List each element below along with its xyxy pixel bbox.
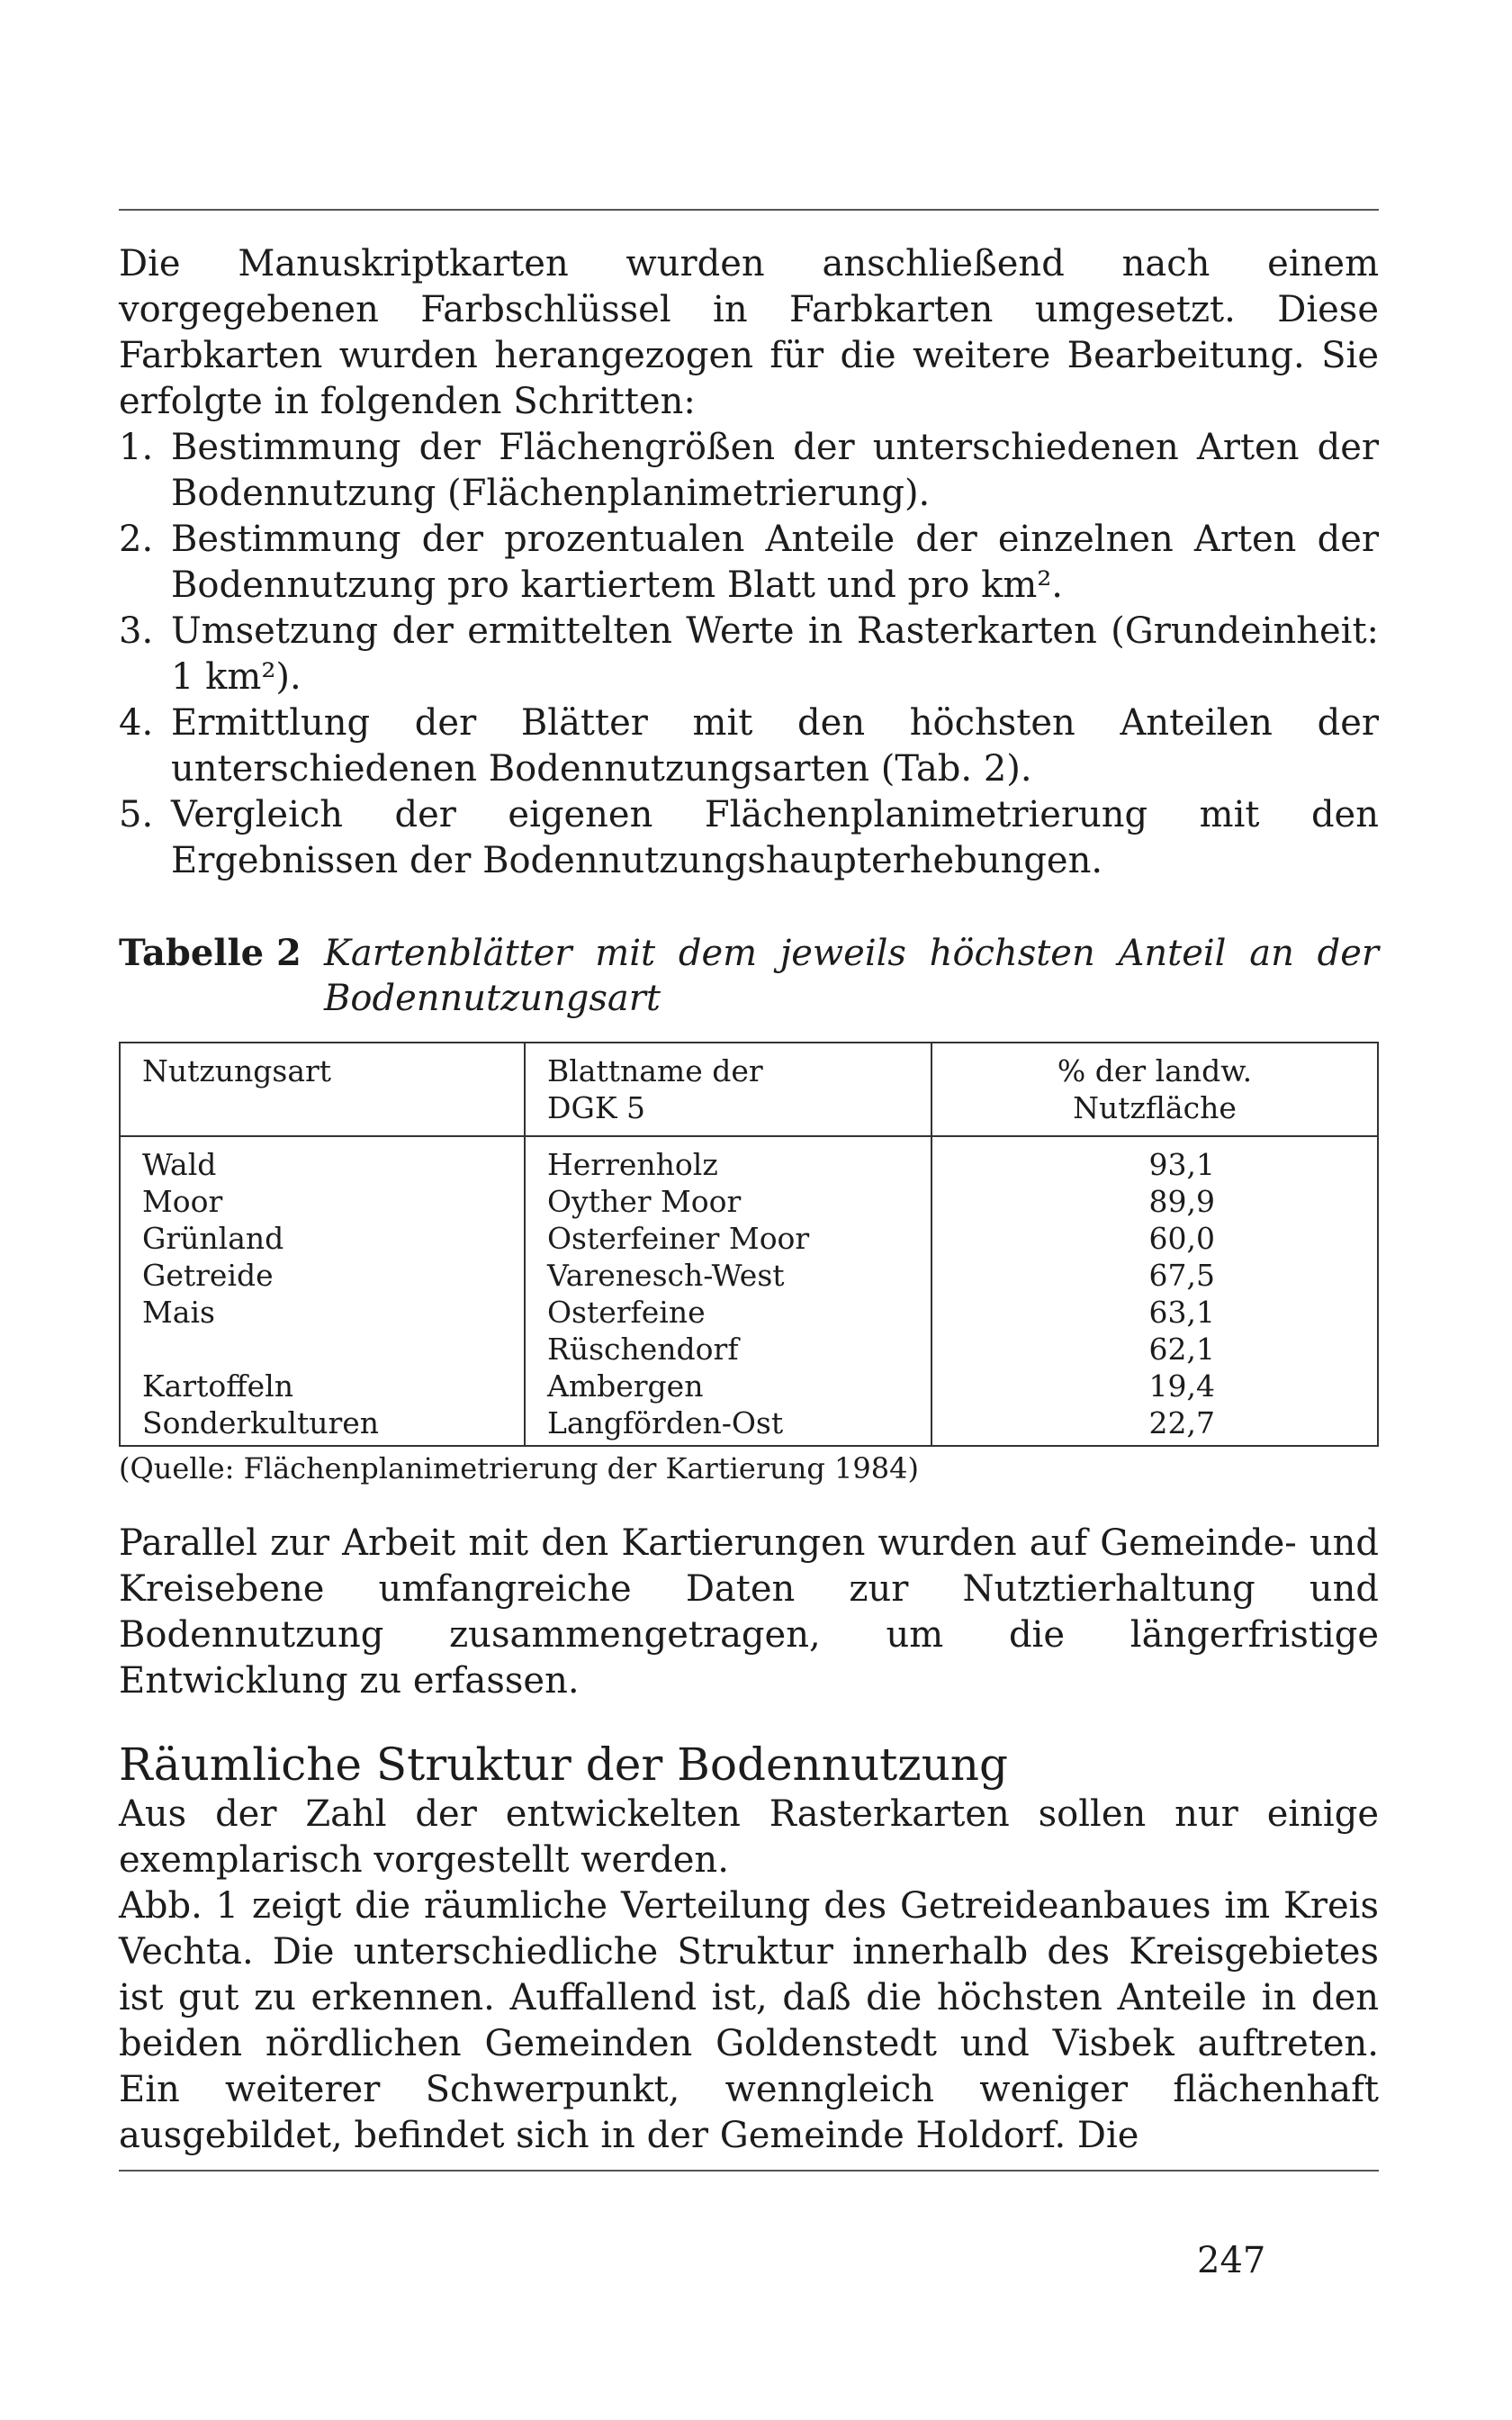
table-row: Mais Osterfeine 63,1 — [120, 1294, 1378, 1331]
bottom-rule — [119, 2170, 1379, 2172]
land-use-table — [119, 1042, 1379, 1447]
header-anteil: % der landw. Nutzfläche — [932, 1043, 1378, 1136]
steps-list — [119, 425, 1379, 884]
header-nutzungsart: Nutzungsart — [120, 1043, 525, 1136]
list-item: 4. Ermittlung der Blätter mit den höchsten Anteilen der unterschiedenen Bodennutzungsarten (Tab. 2). — [119, 702, 1379, 790]
table-header-row — [120, 1043, 1378, 1136]
list-item: 1. Bestimmung der Flächengrößen der unterschiedenen Arten der Bodennutzung (Flächenplanimetrierung). — [119, 427, 1379, 514]
section-paragraph-2: Abb. 1 zeigt die räumliche Verteilung des Getreideanbaues im Kreis Vechta. Die unterschiedliche Struktur innerhalb des Kreisgebietes ist gut zu erkennen. Auffallend ist, daß die höchsten Anteile in den beiden nördlichen Gemeinden Goldenstedt und Visbek auftreten. Ein weiterer Schwerpunkt, wenngleich weniger flächenhaft ausgebildet, befindet sich in der Gemeinde Holdorf. Die — [119, 1885, 1379, 2156]
table-row: Sonderkulturen Langförden-Ost 22,7 — [120, 1404, 1378, 1446]
table-row: Rüschendorf 62,1 — [120, 1331, 1378, 1368]
table-source: (Quelle: Flächenplanimetrierung der Kartierung 1984) — [119, 1451, 919, 1485]
parallel-section — [119, 1521, 1379, 1704]
top-rule — [119, 209, 1379, 211]
table-2 — [119, 1042, 1379, 1486]
intro-section — [119, 241, 1379, 884]
table-row: Grünland Osterfeiner Moor 60,0 — [120, 1220, 1378, 1257]
intro-paragraph: Die Manuskriptkarten wurden anschließend nach einem vorgegebenen Farbschlüssel in Farbkarten umgesetzt. Diese Farbkarten wurden herangezogen für die weitere Bearbeitung. Sie erfolgte in folgenden Schritten: — [119, 243, 1379, 422]
parallel-paragraph: Parallel zur Arbeit mit den Kartierungen wurden auf Gemeinde- und Kreisebene umfangreiche Daten zur Nutztierhaltung und Bodennutzung zusammengetragen, um die längerfristige Entwicklung zu erfassen. — [119, 1522, 1379, 1702]
list-item: 3. Umsetzung der ermittelten Werte in Rasterkarten (Grundeinheit: 1 km²). — [119, 610, 1379, 698]
table-row: Getreide Varenesch-West 67,5 — [120, 1257, 1378, 1294]
section-paragraph-1: Aus der Zahl der entwickelten Rasterkarten sollen nur einige exemplarisch vorgestellt werden. — [119, 1793, 1379, 1881]
page-number: 247 — [1197, 2240, 1266, 2281]
list-item: 5. Vergleich der eigenen Flächenplanimetrierung mit den Ergebnissen der Bodennutzungshaupterhebungen. — [119, 794, 1379, 881]
list-item: 2. Bestimmung der prozentualen Anteile der einzelnen Arten der Bodennutzung pro kartiertem Blatt und pro km². — [119, 519, 1379, 606]
table-caption — [119, 931, 1379, 1021]
section-heading: Räumliche Struktur der Bodennutzung — [119, 1738, 1009, 1791]
table-row: Moor Oyther Moor 89,9 — [120, 1183, 1378, 1220]
table-row: Wald Herrenholz 93,1 — [120, 1136, 1378, 1183]
table-label: Tabelle 2 — [119, 932, 302, 974]
header-blattname: Blattname der DGK 5 — [525, 1043, 932, 1136]
structure-section — [119, 1738, 1379, 2159]
table-caption-text: Kartenblätter mit dem jeweils höchsten Anteil an der Bodennutzungsart — [324, 933, 1379, 1019]
table-row: Kartoffeln Ambergen 19,4 — [120, 1368, 1378, 1404]
